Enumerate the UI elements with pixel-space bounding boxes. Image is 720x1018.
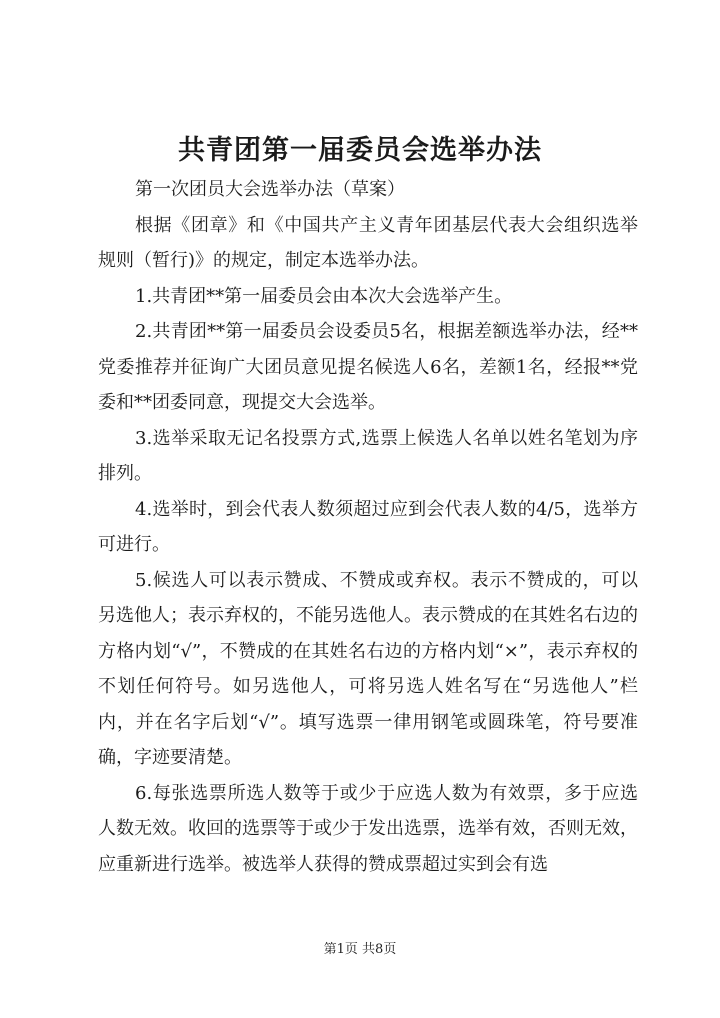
article-4-paragraph: 4.选举时，到会代表人数须超过应到会代表人数的4/5，选举方可进行。: [98, 498, 638, 555]
page-number-footer: 第1页 共8页: [323, 942, 397, 957]
article-5-paragraph: 5.候选人可以表示赞成、不赞成或弃权。表示不赞成的，可以另选他人；表示弃权的，不能另选他人。表示赞成的在其姓名右边的方格内划“√”，不赞成的在其姓名右边的方格内划“×”，表示弃权的不划任何符号。如另选他人，可将另选人姓名写在“另选他人”栏内，并在名字后划“√”。填写选票一律用钢笔或圆珠笔，符号要准确，字迹要清楚。: [98, 569, 638, 768]
article-1-paragraph: 1.共青团**第一届委员会由本次大会选举产生。: [135, 285, 513, 307]
article-3-paragraph: 3.选举采取无记名投票方式,选票上候选人名单以姓名笔划为序排列。: [98, 427, 638, 484]
document-title: 共青团第一届委员会选举办法: [178, 135, 542, 166]
subtitle-paragraph: 第一次团员大会选举办法（草案）: [135, 179, 405, 200]
article-6-paragraph: 6.每张选票所选人数等于或少于应选人数为有效票，多于应选人数无效。收回的选票等于或少于发出选票，选举有效，否则无效，应重新进行选举。被选举人获得的赞成票超过实到会有选: [98, 782, 638, 875]
article-2-paragraph: 2.共青团**第一届委员会设委员5名，根据差额选举办法，经**党委推荐并征询广大团员意见提名候选人6名，差额1名，经报**党委和**团委同意，现提交大会选举。: [98, 321, 638, 413]
intro-paragraph: 根据《团章》和《中国共产主义青年团基层代表大会组织选举规则（暂行)》的规定，制定本选举办法。: [98, 214, 638, 271]
document-body: [98, 172, 638, 882]
